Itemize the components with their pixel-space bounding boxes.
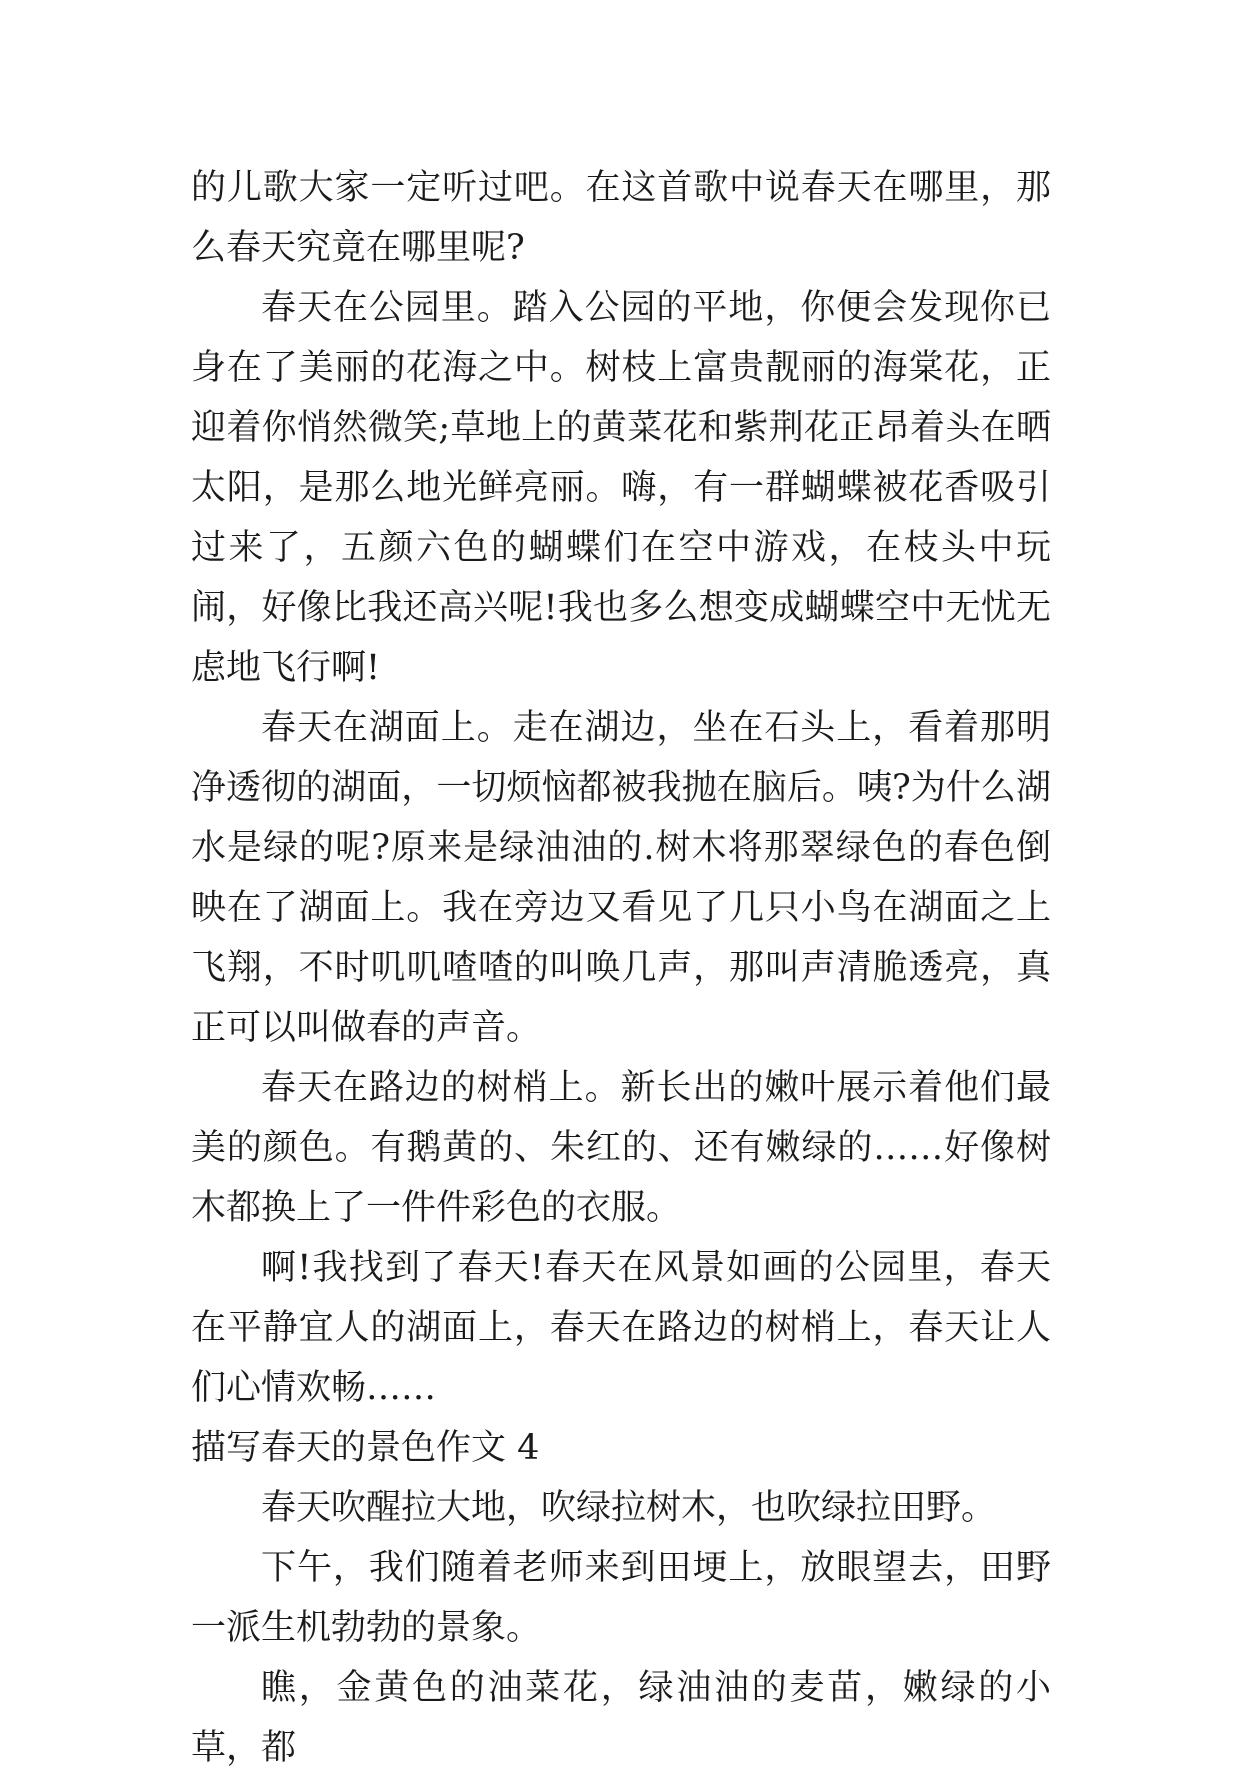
paragraph-look: 瞧，金黄色的油菜花，绿油油的麦苗，嫩绿的小草，都	[191, 1668, 1051, 1768]
paragraph-lake: 春天在湖面上。走在湖边，坐在石头上，看着那明净透彻的湖面，一切烦恼都被我抛在脑后。咦?为什么湖水是绿的呢?原来是绿油油的.树木将那翠绿色的春色倒映在了湖面上。我在旁边又看见了几只小鸟在湖面之上飞翔，不时叽叽喳喳的叫唤几声，那叫声清脆透亮，真正可以叫做春的声音。	[191, 708, 1051, 1048]
paragraph-found-spring: 啊!我找到了春天!春天在风景如画的公园里，春天在平静宜人的湖面上，春天在路边的树梢上，春天让人们心情欢畅……	[191, 1248, 1051, 1408]
document-body	[191, 158, 1051, 1778]
paragraph-afternoon: 下午，我们随着老师来到田埂上，放眼望去，田野一派生机勃勃的景象。	[191, 1548, 1051, 1648]
paragraph-continued: 的儿歌大家一定听过吧。在这首歌中说春天在哪里，那么春天究竟在哪里呢?	[191, 168, 1051, 268]
essay-heading: 描写春天的景色作文 4	[191, 1428, 540, 1468]
paragraph-park: 春天在公园里。踏入公园的平地，你便会发现你已身在了美丽的花海之中。树枝上富贵靓丽的海棠花，正迎着你悄然微笑;草地上的黄菜花和紫荆花正昂着头在晒太阳，是那么地光鲜亮丽。嗨，有一群蝴蝶被花香吸引过来了，五颜六色的蝴蝶们在空中游戏，在枝头中玩闹，好像比我还高兴呢!我也多么想变成蝴蝶空中无忧无虑地飞行啊!	[191, 288, 1051, 688]
paragraph-treetops: 春天在路边的树梢上。新长出的嫩叶展示着他们最美的颜色。有鹅黄的、朱红的、还有嫩绿的……好像树木都换上了一件件彩色的衣服。	[191, 1068, 1051, 1228]
paragraph-spring-wakes: 春天吹醒拉大地，吹绿拉树木，也吹绿拉田野。	[261, 1488, 997, 1528]
